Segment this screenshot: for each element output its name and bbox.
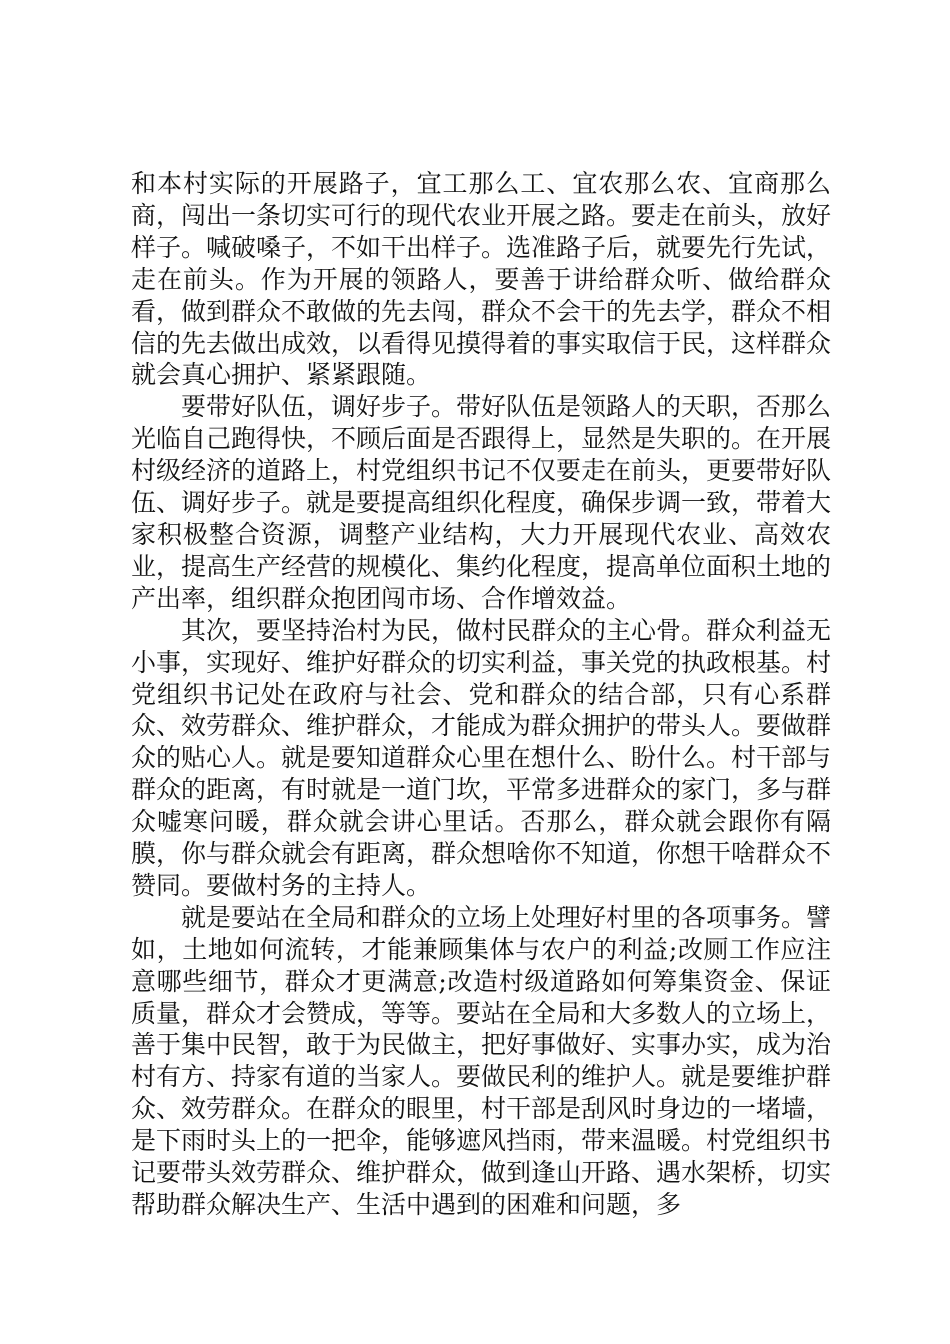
body-text bbox=[131, 168, 831, 1221]
paragraph-2: 要带好队伍，调好步子。带好队伍是领路人的天职，否那么光临自己跑得快，不顾后面是否跟得上，显然是失职的。在开展村级经济的道路上，村党组织书记不仅要走在前头，更要带好队伍、调好步子。就是要提高组织化程度，确保步调一致，带着大家积极整合资源，调整产业结构，大力开展现代农业、高效农业，提高生产经营的规模化、集约化程度，提高单位面积土地的产出率，组织群众抱团闯市场、合作增效益。 bbox=[131, 392, 832, 613]
paragraph-1: 和本村实际的开展路子，宜工那么工、宜农那么农、宜商那么商，闯出一条切实可行的现代农业开展之路。要走在前头，放好样子。喊破嗓子，不如干出样子。选准路子后，就要先行先试，走在前头。作为开展的领路人，要善于讲给群众听、做给群众看，做到群众不敢做的先去闯，群众不会干的先去学，群众不相信的先去做出成效，以看得见摸得着的事实取信于民，这样群众就会真心拥护、紧紧跟随。 bbox=[131, 169, 832, 390]
paragraph-3: 其次，要坚持治村为民，做村民群众的主心骨。群众利益无小事，实现好、维护好群众的切实利益，事关党的执政根基。村党组织书记处在政府与社会、党和群众的结合部，只有心系群众、效劳群众、维护群众，才能成为群众拥护的带头人。要做群众的贴心人。就是要知道群众心里在想什么、盼什么。村干部与群众的距离，有时就是一道门坎，平常多进群众的家门，多与群众嘘寒问暖，群众就会讲心里话。否那么，群众就会跟你有隔膜，你与群众就会有距离，群众想啥你不知道，你想干啥群众不赞同。要做村务的主持人。 bbox=[131, 615, 832, 900]
paragraph-4: 就是要站在全局和群众的立场上处理好村里的各项事务。譬如，土地如何流转，才能兼顾集体与农户的利益;改厕工作应注意哪些细节，群众才更满意;改造村级道路如何筹集资金、保证质量，群众才会赞成，等等。要站在全局和大多数人的立场上，善于集中民智，敢于为民做主，把好事做好、实事办实，成为治村有方、持家有道的当家人。要做民利的维护人。就是要维护群众、效劳群众。在群众的眼里，村干部是刮风时身边的一堵墙，是下雨时头上的一把伞，能够遮风挡雨，带来温暖。村党组织书记要带头效劳群众、维护群众，做到逢山开路、遇水架桥，切实帮助群众解决生产、生活中遇到的困难和问题，多 bbox=[131, 902, 832, 1219]
